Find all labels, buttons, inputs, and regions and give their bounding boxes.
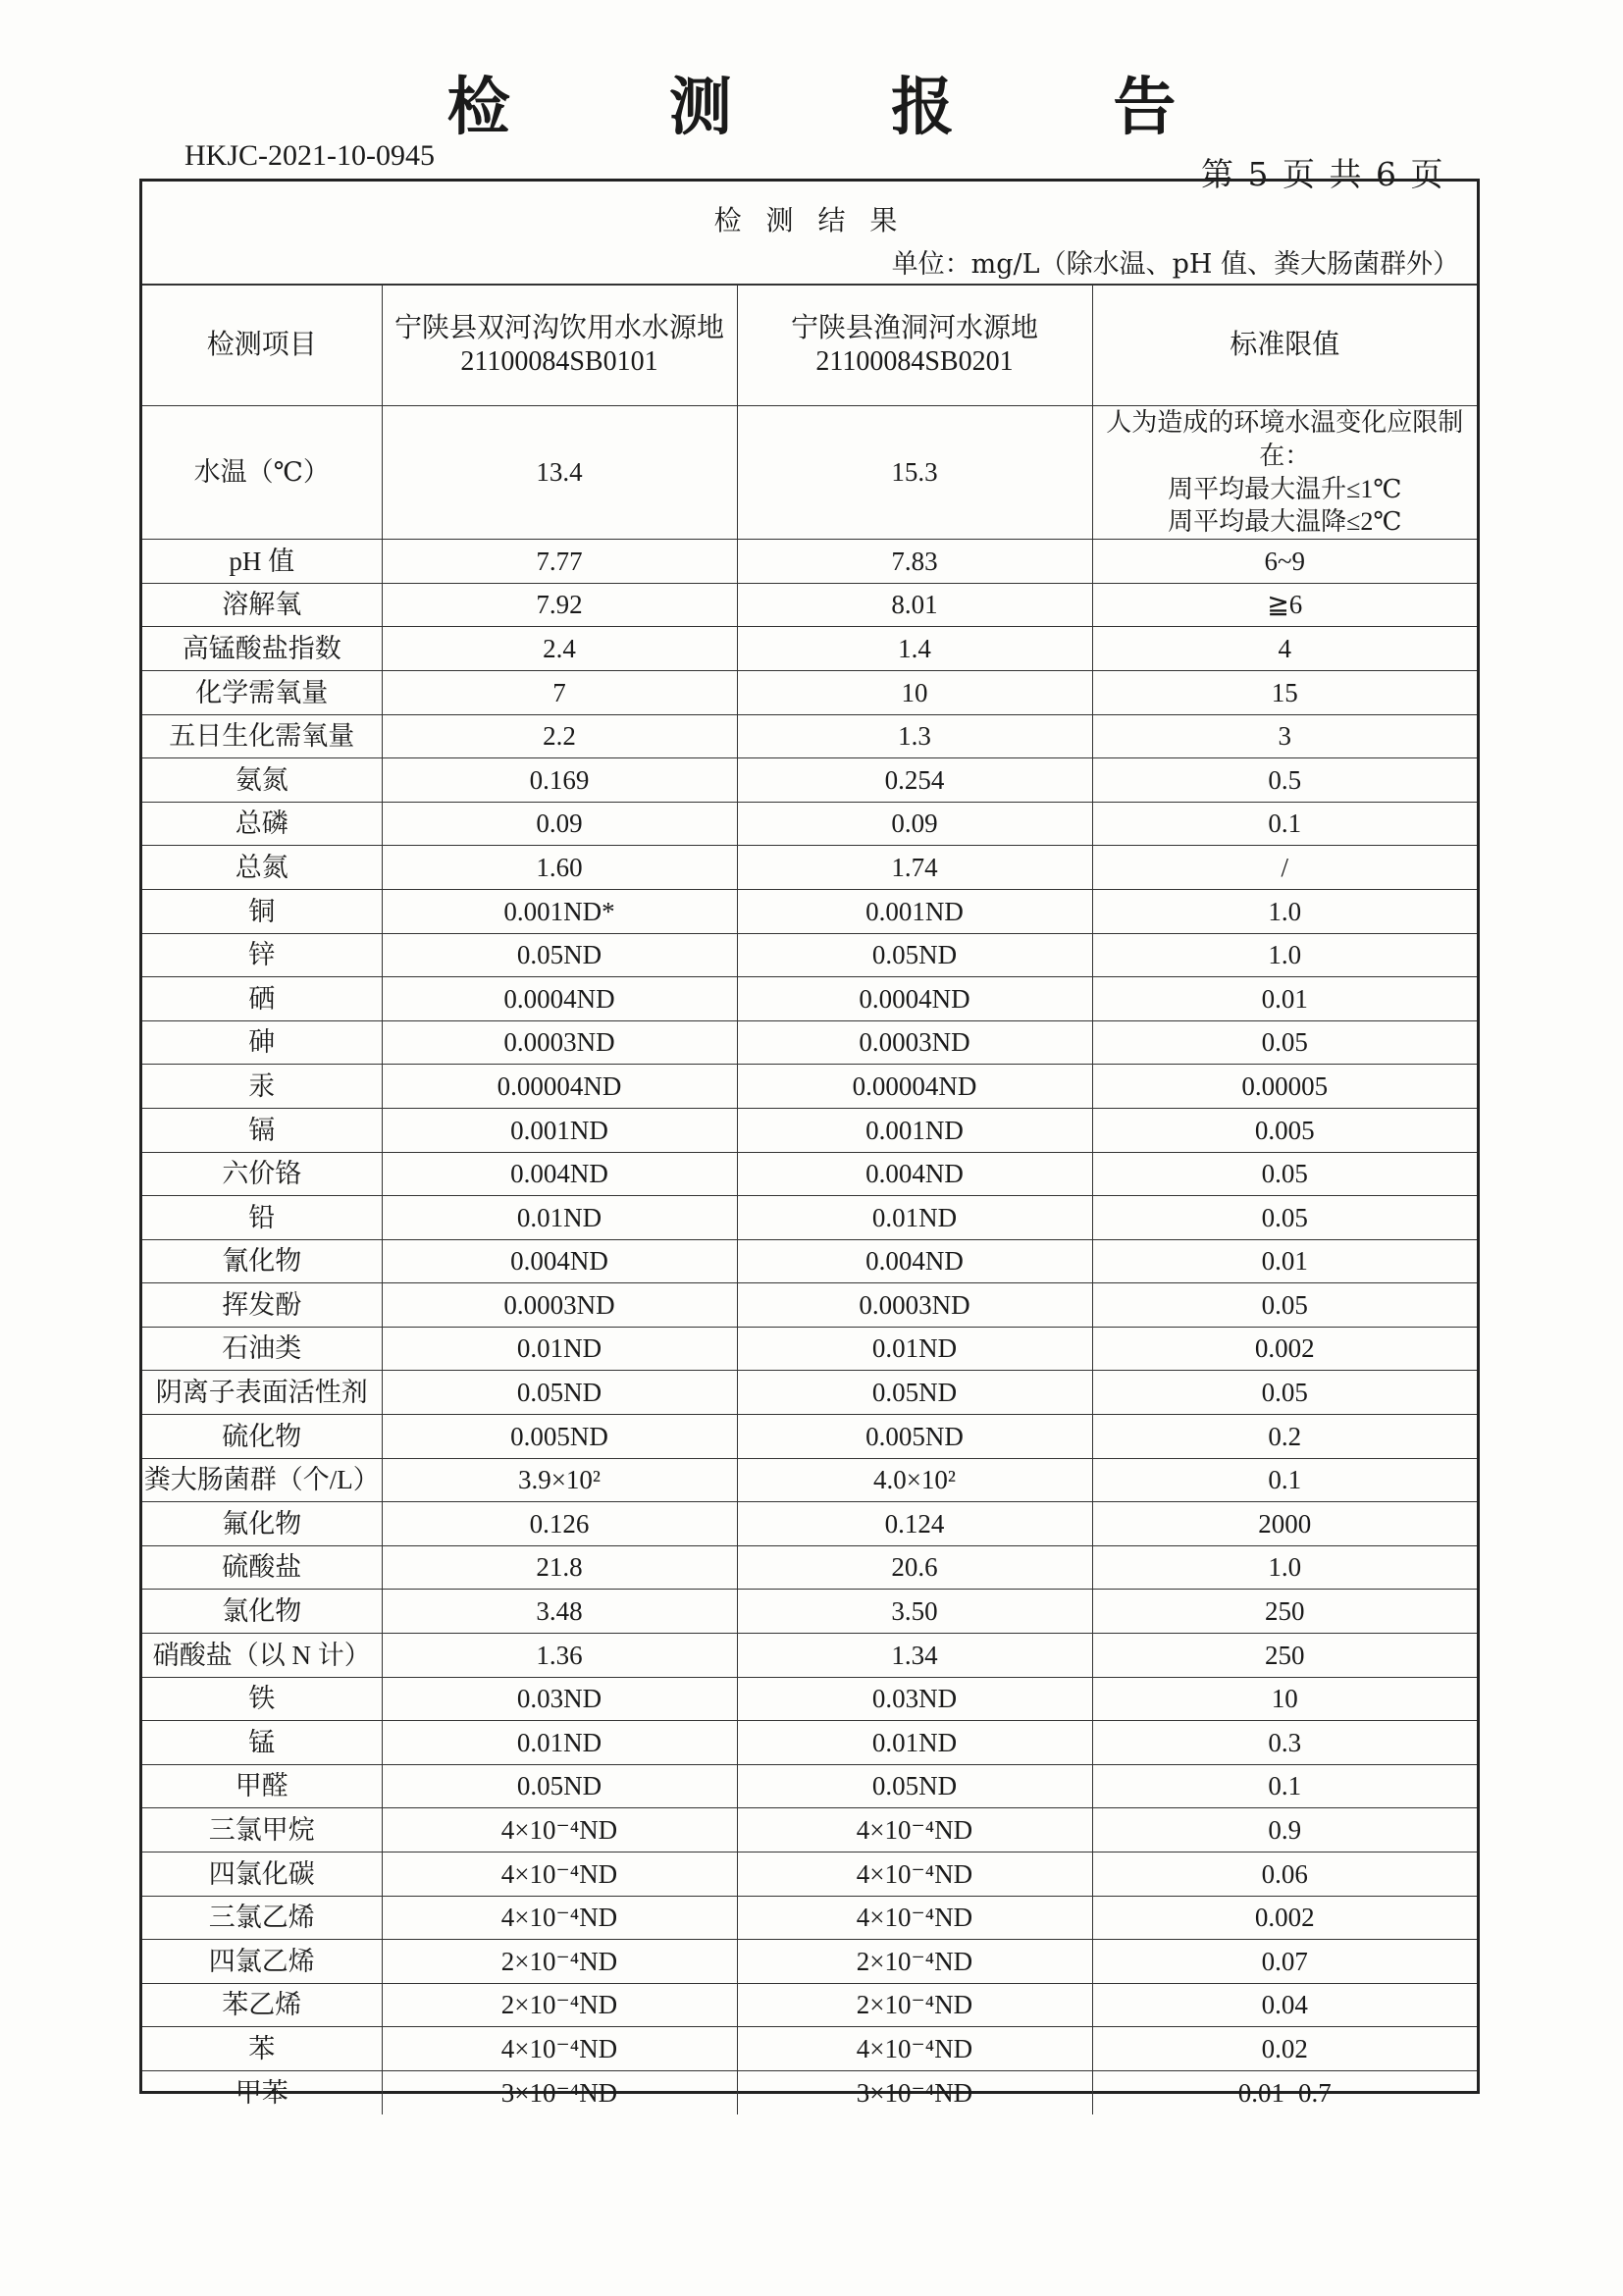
cell-site1: 3×10⁻⁴ND — [382, 2070, 737, 2113]
cell-standard: 0.2 — [1092, 1415, 1477, 1459]
table-caption-block — [142, 182, 1477, 286]
table-row — [142, 2070, 1477, 2113]
cell-standard: 6~9 — [1092, 540, 1477, 584]
cell-standard: 0.3 — [1092, 1721, 1477, 1765]
table-row — [142, 1721, 1477, 1765]
header-site2 — [737, 286, 1092, 406]
header-item: 检测项目 — [142, 286, 382, 406]
table-row — [142, 1940, 1477, 1984]
cell-site1: 0.01ND — [382, 1327, 737, 1371]
cell-site2: 0.004ND — [737, 1152, 1092, 1196]
cell-standard: 0.005 — [1092, 1108, 1477, 1152]
cell-item: 硫化物 — [142, 1415, 382, 1459]
cell-standard: 4 — [1092, 627, 1477, 671]
cell-site1: 3.48 — [382, 1590, 737, 1634]
cell-site2: 4.0×10² — [737, 1458, 1092, 1502]
cell-item: 阴离子表面活性剂 — [142, 1371, 382, 1415]
cell-item: 四氯乙烯 — [142, 1940, 382, 1984]
cell-site1: 4×10⁻⁴ND — [382, 1896, 737, 1940]
cell-site2: 1.34 — [737, 1634, 1092, 1678]
cell-site2: 0.005ND — [737, 1415, 1092, 1459]
cell-item: 苯乙烯 — [142, 1983, 382, 2027]
table-row — [142, 1545, 1477, 1590]
cell-site1: 7.77 — [382, 540, 737, 584]
results-sheet — [139, 179, 1480, 2108]
cell-site1: 1.36 — [382, 1634, 737, 1678]
cell-standard: 0.06 — [1092, 1852, 1477, 1897]
cell-site2: 4×10⁻⁴ND — [737, 1852, 1092, 1897]
table-row — [142, 977, 1477, 1021]
cell-site1: 21.8 — [382, 1545, 737, 1590]
cell-site1: 0.005ND — [382, 1415, 737, 1459]
table-row — [142, 1677, 1477, 1721]
table-row — [142, 583, 1477, 627]
cell-site1: 0.0004ND — [382, 977, 737, 1021]
cell-site1: 0.01ND — [382, 1196, 737, 1240]
cell-standard: 0.01 — [1092, 977, 1477, 1021]
cell-site1: 0.0003ND — [382, 1283, 737, 1328]
table-row — [142, 1458, 1477, 1502]
cell-site1: 0.126 — [382, 1502, 737, 1546]
cell-site1: 0.001ND* — [382, 889, 737, 933]
cell-standard: 0.1 — [1092, 802, 1477, 846]
standard-line: 人为造成的环境水温变化应限制在： — [1106, 408, 1464, 470]
cell-standard: / — [1092, 846, 1477, 890]
cell-item: 硝酸盐（以 N 计） — [142, 1634, 382, 1678]
cell-standard: 250 — [1092, 1590, 1477, 1634]
standard-line: 周平均最大温降≤2℃ — [1168, 507, 1402, 537]
cell-item: 三氯甲烷 — [142, 1808, 382, 1852]
cell-item: 汞 — [142, 1065, 382, 1109]
cell-site2: 0.0004ND — [737, 977, 1092, 1021]
table-row — [142, 1896, 1477, 1940]
cell-site1: 0.0003ND — [382, 1020, 737, 1065]
cell-site1: 1.60 — [382, 846, 737, 890]
cell-item: 甲醛 — [142, 1764, 382, 1808]
cell-item: 粪大肠菌群（个/L） — [142, 1458, 382, 1502]
cell-site2: 0.01ND — [737, 1327, 1092, 1371]
cell-site2: 0.124 — [737, 1502, 1092, 1546]
cell-standard: 0.05 — [1092, 1152, 1477, 1196]
table-header-row — [142, 286, 1477, 406]
cell-site1: 0.09 — [382, 802, 737, 846]
cell-standard: 0.04 — [1092, 1983, 1477, 2027]
cell-item: 铜 — [142, 889, 382, 933]
cell-standard: 2000 — [1092, 1502, 1477, 1546]
report-title: 检 测 报 告 — [446, 71, 1245, 144]
cell-item: 化学需氧量 — [142, 670, 382, 714]
cell-item: 锰 — [142, 1721, 382, 1765]
cell-item: 硫酸盐 — [142, 1545, 382, 1590]
table-row — [142, 1152, 1477, 1196]
cell-item: 高锰酸盐指数 — [142, 627, 382, 671]
cell-site1: 2.4 — [382, 627, 737, 671]
cell-site2: 3×10⁻⁴ND — [737, 2070, 1092, 2113]
cell-item: 镉 — [142, 1108, 382, 1152]
cell-site1: 2×10⁻⁴ND — [382, 1983, 737, 2027]
cell-item: pH 值 — [142, 540, 382, 584]
cell-site1: 0.004ND — [382, 1152, 737, 1196]
cell-site1: 4×10⁻⁴ND — [382, 1852, 737, 1897]
cell-standard: ≧6 — [1092, 583, 1477, 627]
cell-standard — [1092, 406, 1477, 540]
cell-site2: 3.50 — [737, 1590, 1092, 1634]
header-site2-code: 21100084SB0201 — [815, 346, 1014, 377]
cell-site2: 0.001ND — [737, 889, 1092, 933]
cell-site1: 0.01ND — [382, 1721, 737, 1765]
cell-site1: 4×10⁻⁴ND — [382, 1808, 737, 1852]
cell-site2: 0.05ND — [737, 933, 1092, 977]
cell-site1: 0.05ND — [382, 1371, 737, 1415]
cell-item: 总磷 — [142, 802, 382, 846]
table-row — [142, 1808, 1477, 1852]
cell-item: 氰化物 — [142, 1239, 382, 1283]
table-row — [142, 1415, 1477, 1459]
cell-standard: 15 — [1092, 670, 1477, 714]
header-site1-name: 宁陕县双河沟饮用水水源地 — [393, 313, 724, 344]
table-row — [142, 1239, 1477, 1283]
cell-site2: 0.01ND — [737, 1196, 1092, 1240]
cell-site2: 2×10⁻⁴ND — [737, 1983, 1092, 2027]
cell-item: 砷 — [142, 1020, 382, 1065]
table-row — [142, 670, 1477, 714]
table-row — [142, 1983, 1477, 2027]
cell-site2: 10 — [737, 670, 1092, 714]
cell-item: 锌 — [142, 933, 382, 977]
cell-site2: 8.01 — [737, 583, 1092, 627]
cell-standard: 0.00005 — [1092, 1065, 1477, 1109]
cell-site1: 3.9×10² — [382, 1458, 737, 1502]
cell-site2: 0.05ND — [737, 1764, 1092, 1808]
table-row-temperature — [142, 406, 1477, 540]
table-row — [142, 758, 1477, 803]
table-row — [142, 1065, 1477, 1109]
cell-item: 氯化物 — [142, 1590, 382, 1634]
cell-item: 挥发酚 — [142, 1283, 382, 1328]
cell-site2: 1.3 — [737, 714, 1092, 758]
cell-site2: 4×10⁻⁴ND — [737, 1896, 1092, 1940]
cell-site1: 4×10⁻⁴ND — [382, 2027, 737, 2071]
cell-site1: 0.05ND — [382, 933, 737, 977]
table-row — [142, 933, 1477, 977]
cell-item: 硒 — [142, 977, 382, 1021]
cell-standard: 1.0 — [1092, 889, 1477, 933]
cell-site2: 0.004ND — [737, 1239, 1092, 1283]
table-row — [142, 2027, 1477, 2071]
cell-item: 氟化物 — [142, 1502, 382, 1546]
table-row — [142, 627, 1477, 671]
cell-standard: 0.02 — [1092, 2027, 1477, 2071]
cell-item: 水温（℃） — [142, 406, 382, 540]
cell-site2: 1.4 — [737, 627, 1092, 671]
cell-item: 六价铬 — [142, 1152, 382, 1196]
table-row — [142, 1327, 1477, 1371]
cell-site2: 20.6 — [737, 1545, 1092, 1590]
cell-site2: 0.0003ND — [737, 1283, 1092, 1328]
cell-site2: 0.001ND — [737, 1108, 1092, 1152]
cell-site2: 0.254 — [737, 758, 1092, 803]
cell-site1: 2.2 — [382, 714, 737, 758]
standard-tail-value: 0.7 — [1298, 2077, 1332, 2108]
table-row — [142, 714, 1477, 758]
cell-standard: 0.1 — [1092, 1764, 1477, 1808]
standard-line: 周平均最大温升≤1℃ — [1168, 474, 1402, 503]
cell-site1: 0.05ND — [382, 1764, 737, 1808]
cell-site2: 2×10⁻⁴ND — [737, 1940, 1092, 1984]
cell-site2: 0.00004ND — [737, 1065, 1092, 1109]
cell-site1: 7.92 — [382, 583, 737, 627]
cell-item: 石油类 — [142, 1327, 382, 1371]
cell-standard: 0.01 0.7 — [1092, 2070, 1477, 2113]
cell-standard: 0.002 — [1092, 1896, 1477, 1940]
cell-site2: 1.74 — [737, 846, 1092, 890]
table-row — [142, 889, 1477, 933]
cell-item: 五日生化需氧量 — [142, 714, 382, 758]
cell-standard: 0.9 — [1092, 1808, 1477, 1852]
header-site2-name: 宁陕县渔洞河水源地 — [790, 313, 1038, 344]
cell-site2: 0.03ND — [737, 1677, 1092, 1721]
table-row — [142, 802, 1477, 846]
cell-item: 溶解氧 — [142, 583, 382, 627]
cell-standard: 0.05 — [1092, 1283, 1477, 1328]
cell-site2: 0.01ND — [737, 1721, 1092, 1765]
cell-site1: 0.00004ND — [382, 1065, 737, 1109]
table-row — [142, 1590, 1477, 1634]
cell-standard: 0.05 — [1092, 1196, 1477, 1240]
header-site1-code: 21100084SB0101 — [460, 346, 658, 377]
cell-item: 三氯乙烯 — [142, 1896, 382, 1940]
cell-site2: 4×10⁻⁴ND — [737, 2027, 1092, 2071]
cell-item: 苯 — [142, 2027, 382, 2071]
cell-standard: 0.05 — [1092, 1020, 1477, 1065]
cell-item: 铁 — [142, 1677, 382, 1721]
report-number: HKJC-2021-10-0945 — [184, 139, 435, 172]
table-row — [142, 1196, 1477, 1240]
results-table — [142, 286, 1477, 2114]
cell-standard: 1.0 — [1092, 933, 1477, 977]
cell-site1: 13.4 — [382, 406, 737, 540]
header-site1 — [382, 286, 737, 406]
table-row — [142, 1634, 1477, 1678]
cell-item: 铅 — [142, 1196, 382, 1240]
table-caption: 检 测 结 果 — [713, 204, 906, 236]
cell-item: 氨氮 — [142, 758, 382, 803]
unit-note: 单位：mg/L（除水温、pH 值、粪大肠菌群外） — [891, 249, 1459, 280]
cell-site2: 4×10⁻⁴ND — [737, 1808, 1092, 1852]
cell-site1: 7 — [382, 670, 737, 714]
cell-item: 四氯化碳 — [142, 1852, 382, 1897]
table-row — [142, 1108, 1477, 1152]
cell-standard: 1.0 — [1092, 1545, 1477, 1590]
cell-site1: 0.001ND — [382, 1108, 737, 1152]
table-row — [142, 1020, 1477, 1065]
cell-standard: 0.5 — [1092, 758, 1477, 803]
table-row — [142, 1371, 1477, 1415]
table-row — [142, 1283, 1477, 1328]
page-indicator: 第 5 页 共 6 页 — [1201, 155, 1445, 193]
cell-standard: 0.07 — [1092, 1940, 1477, 1984]
cell-site1: 0.169 — [382, 758, 737, 803]
cell-item: 总氮 — [142, 846, 382, 890]
cell-site2: 0.0003ND — [737, 1020, 1092, 1065]
table-row — [142, 1852, 1477, 1897]
table-row — [142, 846, 1477, 890]
cell-site1: 0.03ND — [382, 1677, 737, 1721]
cell-standard: 10 — [1092, 1677, 1477, 1721]
cell-site2: 7.83 — [737, 540, 1092, 584]
cell-standard: 0.01 — [1092, 1239, 1477, 1283]
cell-standard: 0.002 — [1092, 1327, 1477, 1371]
cell-site1: 0.004ND — [382, 1239, 737, 1283]
cell-site1: 2×10⁻⁴ND — [382, 1940, 737, 1984]
cell-standard: 250 — [1092, 1634, 1477, 1678]
cell-site2: 0.09 — [737, 802, 1092, 846]
cell-standard: 0.05 — [1092, 1371, 1477, 1415]
cell-site2: 15.3 — [737, 406, 1092, 540]
cell-standard: 3 — [1092, 714, 1477, 758]
table-row — [142, 540, 1477, 584]
header-standard: 标准限值 — [1092, 286, 1477, 406]
cell-site2: 0.05ND — [737, 1371, 1092, 1415]
cell-item: 甲苯 — [142, 2070, 382, 2113]
table-row — [142, 1502, 1477, 1546]
table-row — [142, 1764, 1477, 1808]
cell-standard: 0.1 — [1092, 1458, 1477, 1502]
